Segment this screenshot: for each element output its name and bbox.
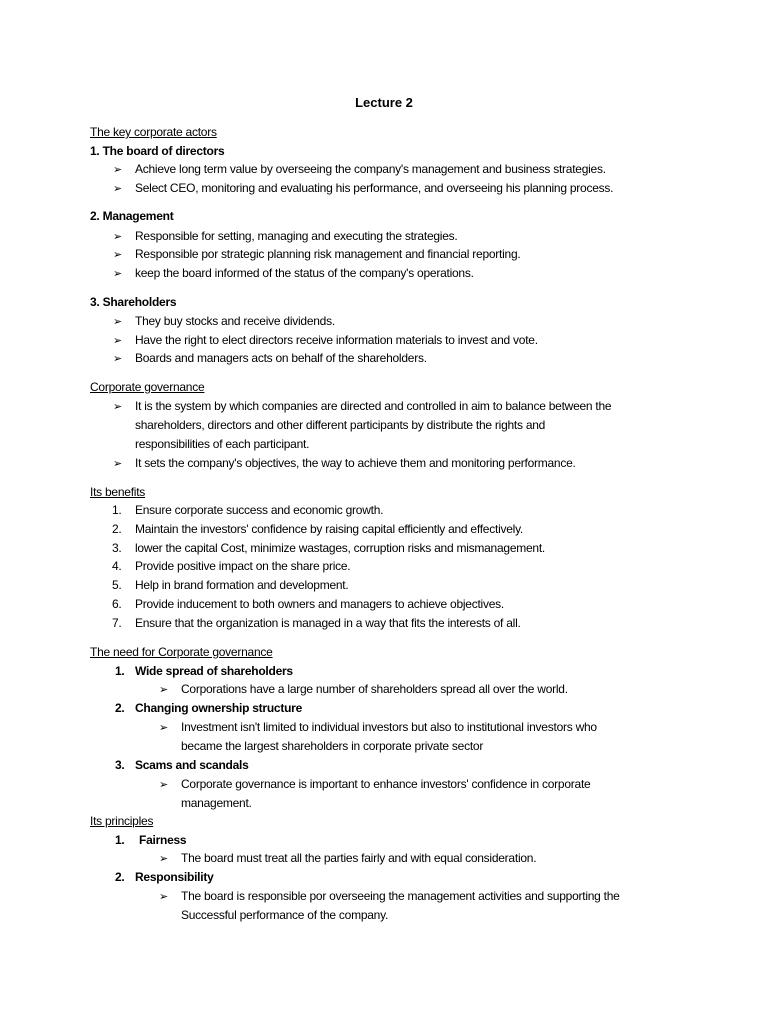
list-number: 1.	[115, 833, 125, 847]
list-number: 7.	[112, 616, 122, 630]
list-number: 3.	[112, 541, 122, 555]
bullet-text-line: became the largest shareholders in corporate private sector	[181, 739, 484, 753]
list-item-text: Ensure that the organization is managed in a way that fits the interests of all.	[135, 616, 521, 630]
list-item-title: Wide spread of shareholders	[135, 664, 293, 678]
bullet-text: It sets the company's objectives, the way to achieve them and monitoring performance.	[135, 456, 576, 470]
bullet-text-line: responsibilities of each participant.	[135, 437, 310, 451]
arrowhead-bullet-icon	[159, 680, 168, 699]
bullet-item	[0, 331, 768, 350]
section-heading: The key corporate actors	[90, 125, 217, 139]
bullet-text	[135, 397, 611, 454]
bullet-item	[0, 454, 768, 473]
bullet-text: Achieve long term value by overseeing the company's management and business strategies.	[135, 162, 606, 176]
list-item-text: Provide positive impact on the share price.	[135, 559, 351, 573]
bullet-item	[0, 680, 768, 699]
bullet-text: Responsible for setting, managing and executing the strategies.	[135, 229, 458, 243]
list-number: 2.	[115, 870, 125, 884]
bullet-item	[0, 312, 768, 331]
section-heading: The need for Corporate governance	[90, 645, 273, 659]
bullet-text: Select CEO, monitoring and evaluating his performance, and overseeing his planning process.	[135, 181, 614, 195]
list-item	[0, 539, 768, 558]
list-item	[0, 699, 768, 718]
arrowhead-bullet-icon	[113, 245, 122, 264]
list-item-text: Ensure corporate success and economic growth.	[135, 503, 384, 517]
list-item	[0, 868, 768, 887]
bullet-text-line: Investment isn't limited to individual investors but also to institutional investors who	[181, 720, 597, 734]
arrowhead-bullet-icon	[113, 179, 122, 198]
list-item	[0, 756, 768, 775]
list-item-title: Fairness	[139, 833, 187, 847]
bullet-text-line: shareholders, directors and other different participants by distribute the rights and	[135, 418, 546, 432]
bullet-text: Responsible por strategic planning risk management and financial reporting.	[135, 247, 521, 261]
list-number: 4.	[112, 559, 122, 573]
arrowhead-bullet-icon	[113, 312, 122, 331]
list-item-title: Scams and scandals	[135, 758, 249, 772]
section-heading: Its benefits	[90, 485, 146, 499]
subheading-row	[0, 142, 768, 161]
section-heading-row	[0, 378, 768, 397]
list-item	[0, 520, 768, 539]
section-heading-row	[0, 812, 768, 831]
list-number: 6.	[112, 597, 122, 611]
arrowhead-bullet-icon	[113, 349, 122, 368]
bullet-text: Have the right to elect directors receive information materials to invest and vote.	[135, 333, 538, 347]
bullet-text-line: Corporate governance is important to enhance investors' confidence in corporate	[181, 777, 591, 791]
arrowhead-bullet-icon	[159, 849, 168, 868]
bullet-item	[0, 264, 768, 283]
bullet-text-line: The board is responsible por overseeing the management activities and supporting the	[181, 889, 620, 903]
bullet-text-line: management.	[181, 796, 252, 810]
arrowhead-bullet-icon	[113, 454, 122, 473]
lecture-title: Lecture 2	[355, 95, 413, 110]
shareholders-heading: 3. Shareholders	[90, 295, 177, 309]
list-item	[0, 576, 768, 595]
section-heading: Its principles	[90, 814, 154, 828]
bullet-text: Corporations have a large number of shareholders spread all over the world.	[181, 682, 568, 696]
bullet-text: They buy stocks and receive dividends.	[135, 314, 335, 328]
bullet-item	[0, 227, 768, 246]
arrowhead-bullet-icon	[159, 887, 168, 906]
arrowhead-bullet-icon	[159, 775, 168, 794]
bullet-item	[0, 179, 768, 198]
section-heading: Corporate governance	[90, 380, 205, 394]
list-number: 2.	[112, 522, 122, 536]
list-item	[0, 501, 768, 520]
list-item-text: Provide inducement to both owners and managers to achieve objectives.	[135, 597, 504, 611]
subheading-row	[0, 207, 768, 226]
list-number: 3.	[115, 758, 125, 772]
list-number: 5.	[112, 578, 122, 592]
bullet-text: The board must treat all the parties fairly and with equal consideration.	[181, 851, 537, 865]
arrowhead-bullet-icon	[113, 397, 122, 416]
bullet-item	[0, 849, 768, 868]
bullet-item	[0, 245, 768, 264]
bullet-text	[181, 718, 597, 756]
section-heading-row	[0, 483, 768, 502]
arrowhead-bullet-icon	[113, 264, 122, 283]
bullet-item	[0, 160, 768, 179]
bullet-item	[0, 349, 768, 368]
list-number: 1.	[112, 503, 122, 517]
board-of-directors-heading: 1. The board of directors	[90, 144, 225, 158]
list-item-text: lower the capital Cost, minimize wastages, corruption risks and mismanagement.	[135, 541, 546, 555]
list-item	[0, 595, 768, 614]
section-heading-row	[0, 123, 768, 142]
arrowhead-bullet-icon	[113, 227, 122, 246]
bullet-text: keep the board informed of the status of the company's operations.	[135, 266, 474, 280]
list-item	[0, 557, 768, 576]
arrowhead-bullet-icon	[159, 718, 168, 737]
list-item-title: Changing ownership structure	[135, 701, 303, 715]
bullet-text-line: Successful performance of the company.	[181, 908, 389, 922]
list-item-text: Help in brand formation and development.	[135, 578, 349, 592]
list-number: 2.	[115, 701, 125, 715]
subheading-row	[0, 293, 768, 312]
list-item-title: Responsibility	[135, 870, 214, 884]
bullet-text-line: It is the system by which companies are directed and controlled in aim to balance between the	[135, 399, 612, 413]
bullet-text	[181, 887, 620, 925]
list-number: 1.	[115, 664, 125, 678]
list-item	[0, 831, 768, 850]
management-heading: 2. Management	[90, 209, 174, 223]
arrowhead-bullet-icon	[113, 160, 122, 179]
section-heading-row	[0, 643, 768, 662]
list-item	[0, 614, 768, 633]
list-item-text: Maintain the investors' confidence by raising capital efficiently and effectively.	[135, 522, 524, 536]
arrowhead-bullet-icon	[113, 331, 122, 350]
bullet-text: Boards and managers acts on behalf of the shareholders.	[135, 351, 427, 365]
list-item	[0, 662, 768, 681]
bullet-text	[181, 775, 590, 813]
